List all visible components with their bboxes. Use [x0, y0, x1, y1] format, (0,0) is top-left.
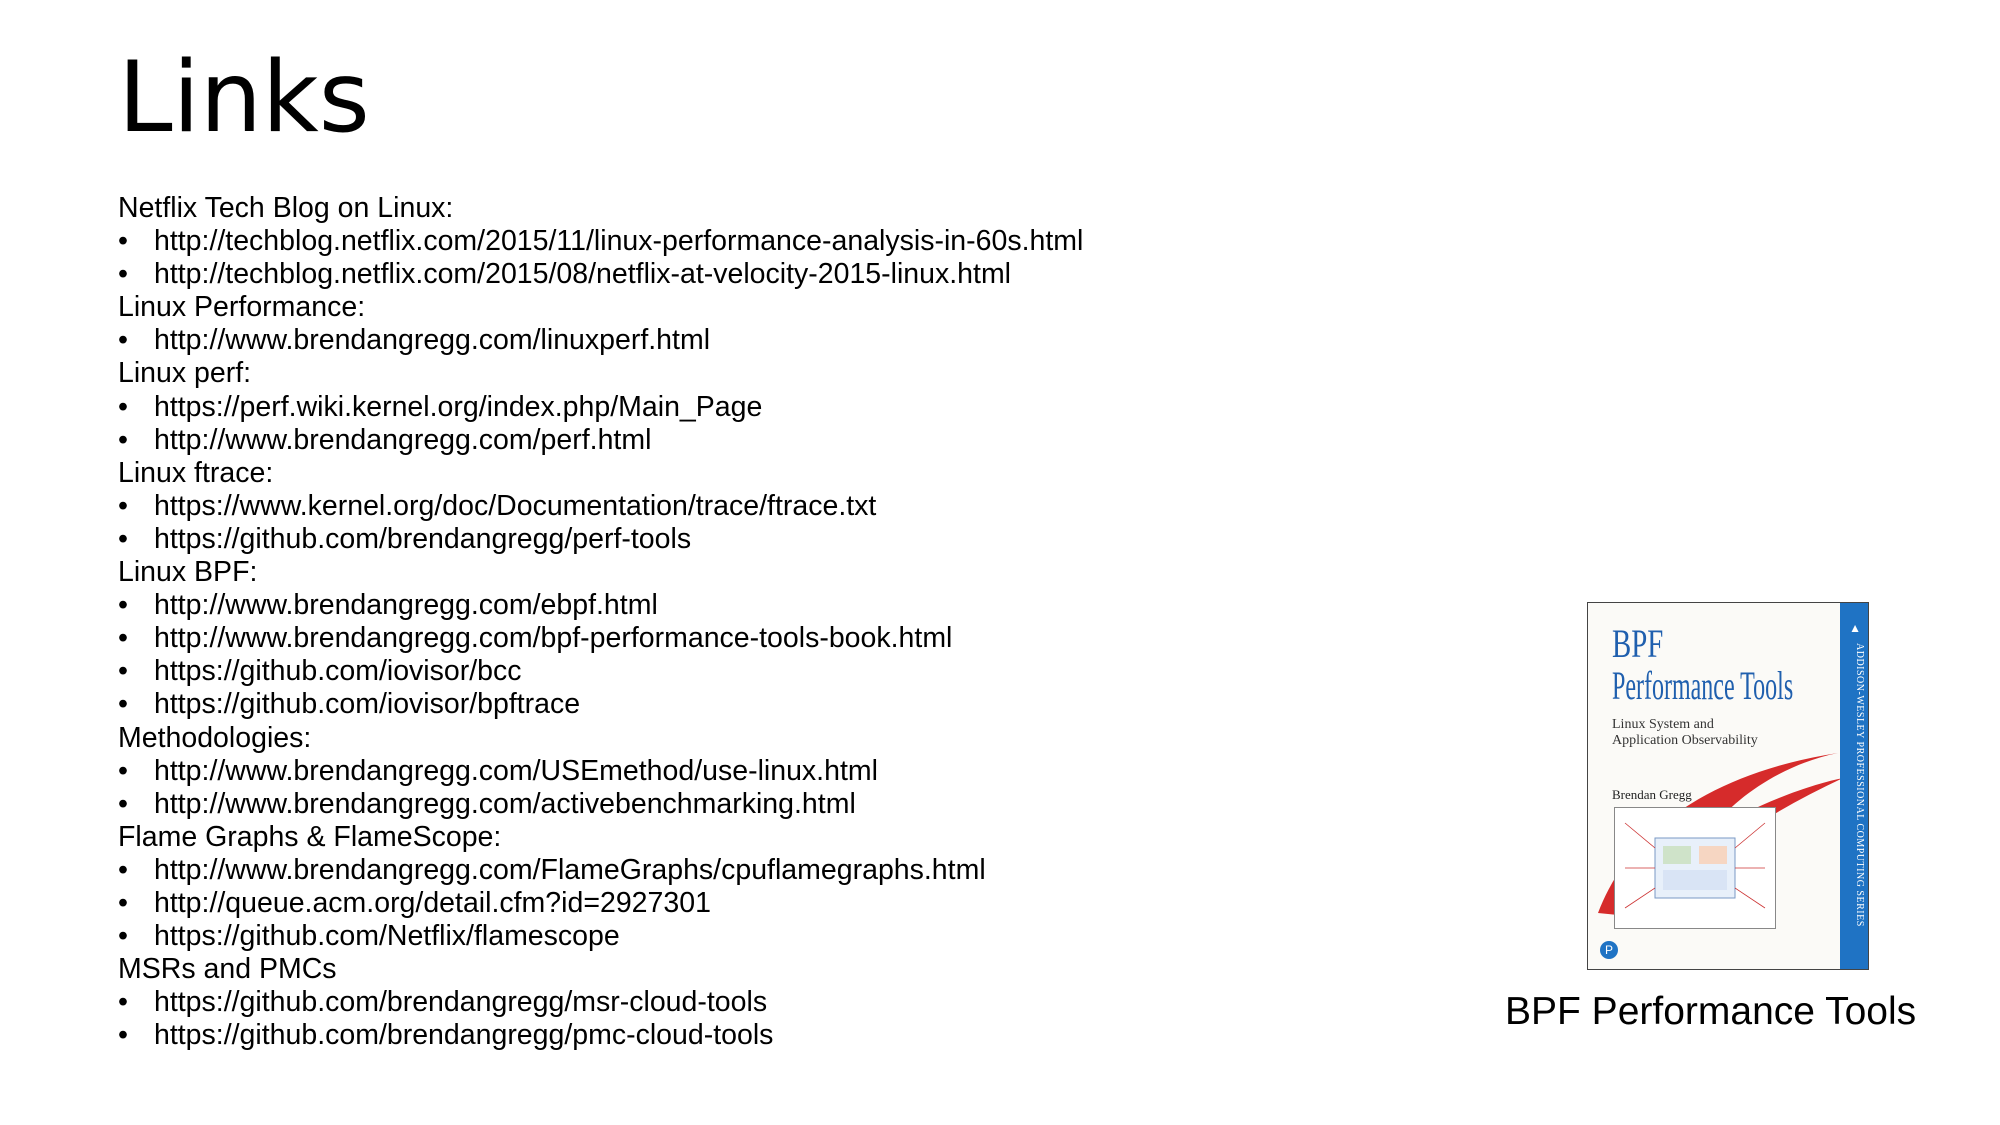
section-heading: Flame Graphs & FlameScope:	[118, 820, 502, 853]
book-title-line1: BPF	[1612, 621, 1664, 666]
link-list-item	[118, 655, 1418, 688]
bullet-icon: •	[118, 986, 128, 1019]
section-heading: Netflix Tech Blog on Linux:	[118, 192, 454, 224]
book-subtitle: Linux System and Application Observability	[1612, 717, 1758, 748]
section-heading: Linux perf:	[118, 357, 252, 390]
link-url[interactable]: http://www.brendangregg.com/USEmethod/use-linux.html	[154, 754, 878, 787]
book-diagram-graphic	[1614, 807, 1776, 929]
link-url[interactable]: http://www.brendangregg.com/ebpf.html	[154, 589, 658, 622]
link-url[interactable]: https://perf.wiki.kernel.org/index.php/Main_Page	[154, 390, 763, 423]
bullet-icon: •	[118, 258, 128, 291]
bullet-icon: •	[118, 688, 128, 721]
book-cover-image	[1587, 602, 1869, 970]
link-list-item	[118, 1019, 1418, 1052]
link-url[interactable]: http://www.brendangregg.com/bpf-performance-tools-book.html	[154, 622, 953, 655]
section-heading: Linux BPF:	[118, 556, 258, 589]
publisher-logo-icon: ▲	[1849, 621, 1861, 635]
bullet-icon: •	[118, 489, 128, 522]
bullet-icon: •	[118, 589, 128, 622]
bullet-icon: •	[118, 655, 128, 688]
link-list-item	[118, 887, 1418, 920]
link-list-item	[118, 324, 1418, 357]
bullet-icon: •	[118, 225, 128, 258]
link-list-item	[118, 920, 1418, 953]
link-url[interactable]: https://github.com/Netflix/flamescope	[154, 920, 620, 953]
link-url[interactable]: http://www.brendangregg.com/linuxperf.html	[154, 324, 711, 357]
bullet-icon: •	[118, 1019, 128, 1052]
link-url[interactable]: https://github.com/iovisor/bcc	[154, 655, 522, 688]
link-url[interactable]: http://www.brendangregg.com/perf.html	[154, 423, 652, 456]
bullet-icon: •	[118, 522, 128, 555]
book-author: Brendan Gregg	[1612, 787, 1692, 802]
pearson-logo-icon: P	[1600, 941, 1618, 959]
slide-title: Links	[118, 41, 370, 155]
link-url[interactable]: http://techblog.netflix.com/2015/08/netflix-at-velocity-2015-linux.html	[154, 258, 1012, 291]
link-url[interactable]: http://techblog.netflix.com/2015/11/linux-performance-analysis-in-60s.html	[154, 225, 1084, 258]
book-title-line2: Performance Tools	[1612, 663, 1794, 708]
bullet-icon: •	[118, 390, 128, 423]
bullet-icon: •	[118, 853, 128, 886]
link-url[interactable]: https://github.com/brendangregg/perf-tools	[154, 522, 692, 555]
link-list-item	[118, 258, 1418, 291]
section-heading: Methodologies:	[118, 721, 312, 754]
link-url[interactable]: http://www.brendangregg.com/activebenchmarking.html	[154, 787, 856, 820]
link-url[interactable]: http://queue.acm.org/detail.cfm?id=2927301	[154, 886, 711, 919]
section-heading: MSRs and PMCs	[118, 953, 337, 986]
link-url[interactable]: https://www.kernel.org/doc/Documentation/trace/ftrace.txt	[154, 489, 877, 522]
link-list-item	[118, 688, 1418, 721]
bullet-icon: •	[118, 622, 128, 655]
bullet-icon: •	[118, 754, 128, 787]
section-heading: Linux Performance:	[118, 291, 366, 324]
bullet-icon: •	[118, 787, 128, 820]
link-list-item	[118, 424, 1418, 457]
section-heading: Linux ftrace:	[118, 456, 274, 489]
link-list-item	[118, 622, 1418, 655]
bullet-icon: •	[118, 886, 128, 919]
link-list-item	[118, 225, 1418, 258]
link-list-item	[118, 523, 1418, 556]
link-list-item	[118, 788, 1418, 821]
link-list-item	[118, 490, 1418, 523]
link-list-item	[118, 986, 1418, 1019]
book-series-text: ADDISON-WESLEY PROFESSIONAL COMPUTING SERIES	[1854, 643, 1865, 927]
link-list-item	[118, 391, 1418, 424]
bullet-icon: •	[118, 324, 128, 357]
link-url[interactable]: https://github.com/brendangregg/msr-cloud-tools	[154, 986, 768, 1019]
link-list-item	[118, 854, 1418, 887]
bullet-icon: •	[118, 920, 128, 953]
link-list-item	[118, 755, 1418, 788]
link-url[interactable]: http://www.brendangregg.com/FlameGraphs/cpuflamegraphs.html	[154, 853, 986, 886]
link-url[interactable]: https://github.com/iovisor/bpftrace	[154, 688, 581, 721]
link-url[interactable]: https://github.com/brendangregg/pmc-cloud-tools	[154, 1019, 774, 1052]
links-list	[118, 192, 1418, 1052]
bullet-icon: •	[118, 423, 128, 456]
book-caption: BPF Performance Tools	[1505, 990, 1917, 1033]
link-list-item	[118, 589, 1418, 622]
